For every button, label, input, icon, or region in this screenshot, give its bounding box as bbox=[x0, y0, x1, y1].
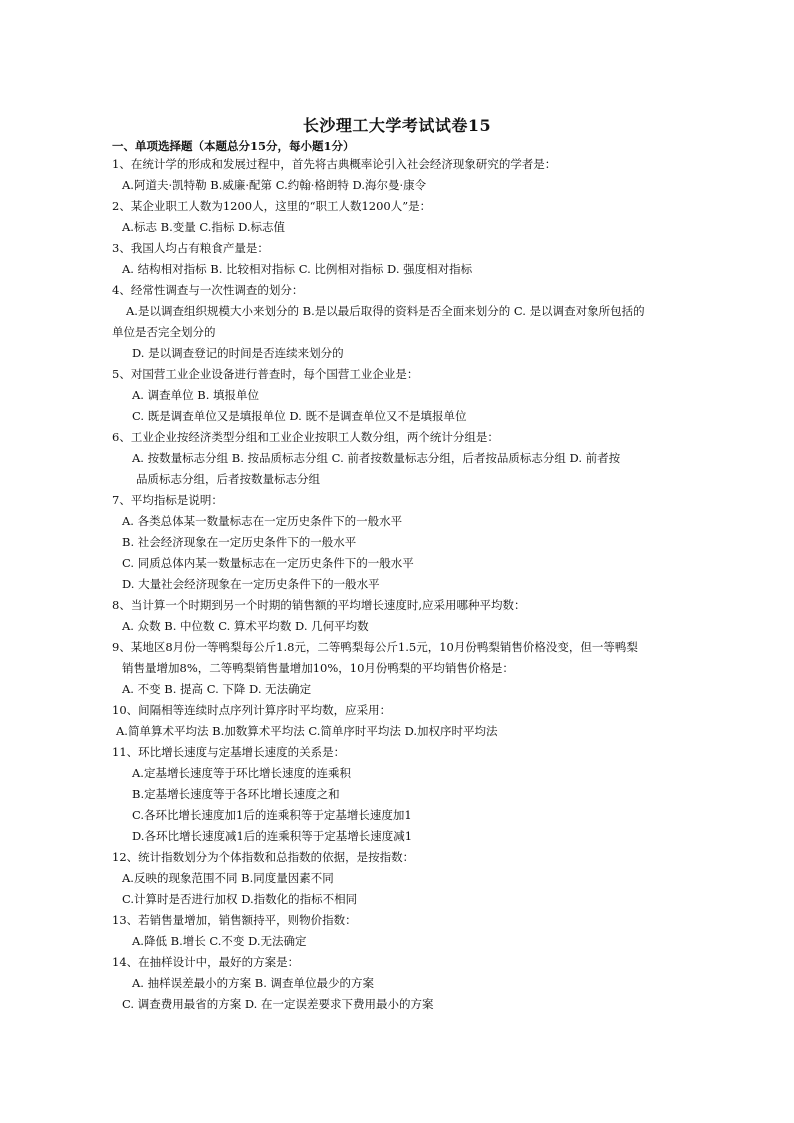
question-9: 9、某地区8月份一等鸭梨每公斤1.8元，二等鸭梨每公斤1.5元，10月份鸭梨销售价格没变，但一等鸭梨 bbox=[112, 640, 638, 654]
question-14-options-cd: C. 调查费用最省的方案 D. 在一定误差要求下费用最小的方案 bbox=[122, 997, 434, 1011]
question-7-option-d: D. 大量社会经济现象在一定历史条件下的一般水平 bbox=[122, 577, 380, 591]
question-6-options: A. 按数量标志分组 B. 按品质标志分组 C. 前者按数量标志分组，后者按品质标志分组 D. 前者按 bbox=[132, 451, 621, 465]
question-1-options: A.阿道夫·凯特勒 B.威廉·配第 C.约翰·格朗特 D.海尔曼·康令 bbox=[122, 178, 427, 192]
question-10: 10、间隔相等连续时点序列计算序时平均数，应采用： bbox=[112, 703, 392, 717]
question-7-option-c: C. 同质总体内某一数量标志在一定历史条件下的一般水平 bbox=[122, 556, 414, 570]
question-14: 14、在抽样设计中，最好的方案是： bbox=[112, 955, 300, 969]
question-12: 12、统计指数划分为个体指数和总指数的依据，是按指数： bbox=[112, 850, 415, 864]
question-7: 7、平均指标是说明： bbox=[112, 493, 223, 507]
question-11-option-b: B.定基增长速度等于各环比增长速度之和 bbox=[132, 787, 340, 801]
question-8: 8、当计算一个时期到另一个时期的销售额的平均增长速度时,应采用哪种平均数： bbox=[112, 598, 526, 612]
question-12-options-ab: A.反映的现象范围不同 B.同度量因素不同 bbox=[122, 871, 334, 885]
question-7-option-a: A. 各类总体某一数量标志在一定历史条件下的一般水平 bbox=[122, 514, 403, 528]
question-4-options: A.是以调查组织规模大小来划分的 B.是以最后取得的资料是否全面来划分的 C. 是以调查对象所包括的 bbox=[126, 304, 645, 318]
question-8-options: A. 众数 B. 中位数 C. 算术平均数 D. 几何平均数 bbox=[122, 619, 369, 633]
question-9-cont: 销售量增加8%，二等鸭梨销售量增加10%，10月份鸭梨的平均销售价格是： bbox=[122, 661, 514, 675]
question-12-options-cd: C.计算时是否进行加权 D.指数化的指标不相同 bbox=[122, 892, 358, 906]
question-13: 13、若销售量增加，销售额持平，则物价指数： bbox=[112, 913, 357, 927]
question-11-option-c: C.各环比增长速度加1后的连乘积等于定基增长速度加1 bbox=[132, 808, 412, 822]
question-10-options: A.简单算术平均法 B.加数算术平均法 C.简单序时平均法 D.加权序时平均法 bbox=[116, 724, 498, 738]
question-1: 1、在统计学的形成和发展过程中，首先将古典概率论引入社会经济现象研究的学者是： bbox=[112, 157, 557, 171]
question-4-options-cont: 单位是否完全划分的 bbox=[112, 325, 216, 339]
question-6-options-cont: 品质标志分组，后者按数量标志分组 bbox=[136, 472, 320, 486]
question-6: 6、工业企业按经济类型分组和工业企业按职工人数分组，两个统计分组是： bbox=[112, 430, 499, 444]
question-5-options-cd: C. 既是调查单位又是填报单位 D. 既不是调查单位又不是填报单位 bbox=[132, 409, 467, 423]
question-13-options: A.降低 B.增长 C.不变 D.无法确定 bbox=[132, 934, 307, 948]
question-5-options-ab: A. 调查单位 B. 填报单位 bbox=[132, 388, 260, 402]
question-2: 2、某企业职工人数为1200人，这里的“职工人数1200人”是： bbox=[112, 199, 432, 213]
question-5: 5、对国营工业企业设备进行普查时，每个国营工业企业是： bbox=[112, 367, 419, 381]
exam-title: 长沙理工大学考试试卷15 bbox=[302, 116, 492, 135]
question-3-options: A. 结构相对指标 B. 比较相对指标 C. 比例相对指标 D. 强度相对指标 bbox=[122, 262, 473, 276]
question-7-option-b: B. 社会经济现象在一定历史条件下的一般水平 bbox=[122, 535, 357, 549]
question-2-options: A.标志 B.变量 C.指标 D.标志值 bbox=[122, 220, 286, 234]
question-4: 4、经常性调查与一次性调查的划分： bbox=[112, 283, 304, 297]
section-heading: 一、单项选择题（本题总分15分，每小题1分） bbox=[112, 139, 355, 153]
question-4-option-d: D. 是以调查登记的时间是否连续来划分的 bbox=[132, 346, 344, 360]
question-11: 11、环比增长速度与定基增长速度的关系是： bbox=[112, 745, 346, 759]
question-11-option-d: D.各环比增长速度减1后的连乘积等于定基增长速度减1 bbox=[132, 829, 413, 843]
question-9-options: A. 不变 B. 提高 C. 下降 D. 无法确定 bbox=[122, 682, 312, 696]
question-3: 3、我国人均占有粮食产量是： bbox=[112, 241, 269, 255]
question-14-options-ab: A. 抽样误差最小的方案 B. 调查单位最少的方案 bbox=[132, 976, 375, 990]
question-11-option-a: A.定基增长速度等于环比增长速度的连乘积 bbox=[132, 766, 351, 780]
